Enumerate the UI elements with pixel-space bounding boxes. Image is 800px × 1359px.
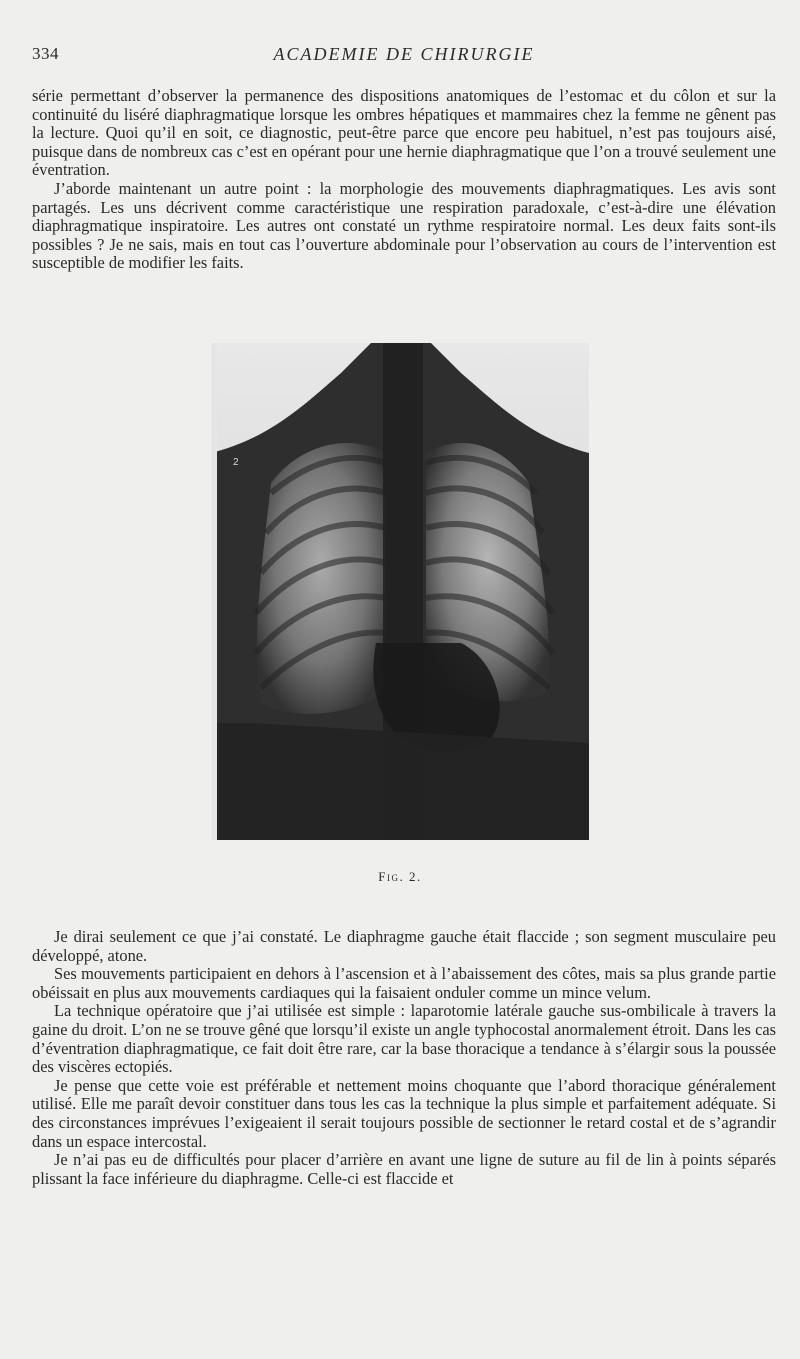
page-number: 334 xyxy=(32,44,59,63)
paragraph: Je n’ai pas eu de difficultés pour placer d’arrière en avant une ligne de suture au fil de lin à points séparés plissant la face inférieure du diaphragme. Celle-ci est flaccide et xyxy=(32,1150,776,1188)
bottom-text-block xyxy=(32,928,776,1188)
running-title: ACADEMIE DE CHIRURGIE xyxy=(273,44,535,64)
paragraph: La technique opératoire que j’ai utilisée est simple : laparotomie latérale gauche sus-ombilicale à travers la gaine du droit. L’on ne se trouve gêné que lorsqu’il existe un angle typhocostal anormalement étroit. Dans les cas d’éventration diaphragmatique, ce fait doit être rare, car la base thoracique a tendance à s’élargir sous la poussée des viscères ectopiés. xyxy=(32,1001,776,1077)
chest-xray-image xyxy=(211,343,589,840)
page-header xyxy=(32,44,776,68)
figure-caption: Fig. 2. xyxy=(378,869,422,884)
chest-xray-figure xyxy=(211,343,589,840)
figure-marker: 2 xyxy=(233,457,239,468)
paragraph: Ses mouvements participaient en dehors à l’ascension et à l’abaissement des côtes, mais sa plus grande partie obéissait en plus aux mouvements cardiaques qui la faisaient onduler comme un mince velum. xyxy=(32,964,776,1002)
paragraph: Je dirai seulement ce que j’ai constaté. Le diaphragme gauche était flaccide ; son segment musculaire peu développé, atone. xyxy=(32,927,776,965)
paragraph: J’aborde maintenant un autre point : la morphologie des mouvements diaphragmatiques. Les avis sont partagés. Les uns décrivent comme caractéristique une respiration paradoxale, c’est-à-dire une élévation diaphragmatique inspiratoire. Les autres ont constaté un rythme respiratoire normal. Les deux faits sont-ils possibles ? Je ne sais, mais en tout cas l’ouverture abdominale pour l’observation au cours de l’intervention est susceptible de modifier les faits. xyxy=(32,178,776,273)
top-text-block xyxy=(32,87,776,273)
paragraph: série permettant d’observer la permanence des dispositions anatomiques de l’estomac et du côlon et sur la continuité du liséré diaphragmatique lorsque les ombres hépatiques et mammaires chez la femme ne gênent pas la lecture. Quoi qu’il en soit, ce diagnostic, peut-être parce que encore peu habituel, n’est pas toujours aisé, puisque dans de nombreux cas c’est en opérant pour une hernie diaphragmatique que l’on a trouvé seulement une éventration. xyxy=(32,86,776,180)
paragraph: Je pense que cette voie est préférable et nettement moins choquante que l’abord thoracique généralement utilisé. Elle me paraît devoir constituer dans tous les cas la technique la plus simple et parfaitement adéquate. Si des circonstances imprévues l’exigeaient il serait toujours possible de sectionner le retard costal et de s’agrandir dans un espace intercostal. xyxy=(32,1075,776,1151)
